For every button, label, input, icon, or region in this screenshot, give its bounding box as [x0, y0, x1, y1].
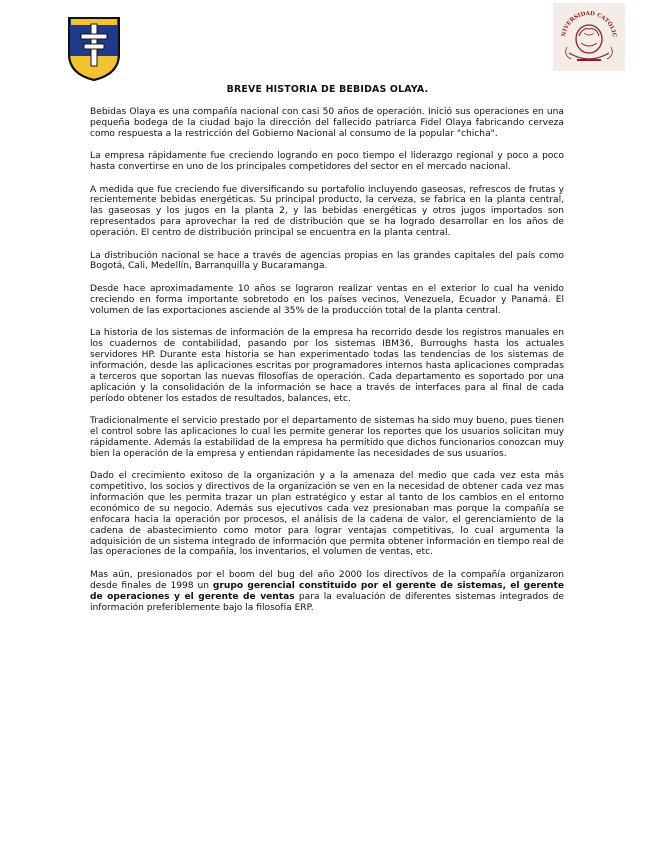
paragraph: La distribución nacional se hace a través de agencias propias en las grandes capitales del país como Bogotá, Cali, Medellín, Barranquilla y Bucaramanga.	[90, 250, 564, 272]
paragraph-text: para la evaluación de diferentes sistemas integrados de información preferiblemente bajo la filosofía ERP.	[90, 591, 564, 613]
paragraph: La historia de los sistemas de información de la empresa ha recorrido desde los registros manuales en los cuadernos de contabilidad, pasando por los sistemas IBM36, Burroughs hasta los actuales servidores HP. Durante esta historia se han experimentado todas las tendencias de los sistemas de información, desde las aplicaciones escritas por programadores internos hasta aplicaciones compradas a terceros que soportan las nuevas filosofías de operación. Cada departamento es soportado por una aplicación y la consolidación de la información se hace a través de interfaces para al final de cada período obtener los estados de resultados, balances, etc.	[90, 328, 564, 404]
paragraph: La empresa rápidamente fue creciendo logrando en poco tiempo el liderazgo regional y poco a poco hasta convertirse en uno de los principales competidores del sector en el mercado nacional.	[90, 151, 564, 173]
seal-text: NIVERSIDAD CATÓLIC	[561, 10, 618, 38]
paragraph-text: Mas aún, presionados por el boom del bug del año 2000 los directivos de la compañía organizaron desde finales de 1998 un	[90, 569, 564, 591]
document-body	[90, 107, 564, 625]
document-title: BREVE HISTORIA DE BEBIDAS OLAYA.	[226, 84, 429, 95]
paragraph-bold-text: grupo gerencial constituido por el gerente de sistemas, el gerente de operaciones y el gerente de ventas	[90, 580, 565, 602]
paragraph: Desde hace aproximadamente 10 años se lograron realizar ventas en el exterior lo cual ha venido creciendo en forma importante sobretodo en los países vecinos, Venezuela, Ecuador y Panamá. El volumen de las exportaciones asciende al 35% de la producción total de la planta central.	[90, 283, 564, 316]
paragraph: Bebidas Olaya es una compañía nacional con casi 50 años de operación. Inició sus operaciones en una pequeña bodega de la ciudad bajo la dirección del fallecido patriarca Fidel Olaya fabricando cerveza como respuesta a la restricción del Gobierno Nacional al consumo de la popular "chicha".	[90, 107, 564, 139]
paragraph: A medida que fue creciendo fue diversificando su portafolio incluyendo gaseosas, refrescos de frutas y recientemente bebidas energéticas. Su principal producto, la cerveza, se fabrica en la planta central, las gaseosas y los jugos en la planta 2, y las bebidas energéticas y otros jugos importados son representados para aprovechar la red de distribución que se ha logrado desarrollar en los años de operación. El centro de distribución principal se encuentra en la planta central.	[90, 184, 564, 239]
paragraph: Dado el crecimiento exitoso de la organización y a la amenaza del medio que cada vez esta más competitivo, los socios y directivos de la organización se ven en la necesidad de obtener cada vez mas información que les permita trazar un plan estratégico y estar al tanto de los cambios en el entorno económico de su negocio. Además sus ejecutivos cada vez presionaban mas porque la compañía se enfocara hacia la operación por procesos, el análisis de la cadena de valor, el gerenciamiento de la cadena de abastecimiento como motor para lograr ventajas competitivas, lo cual argumenta la adquisición de un sistema integrado de información que permita obtener información en tiempo real de las operaciones de la compañía, los inventarios, el volumen de ventas, etc.	[90, 471, 564, 558]
universidad-catolica-seal-icon	[553, 3, 625, 71]
paragraph-last	[90, 570, 564, 614]
paragraph: Tradicionalmente el servicio prestado por el departamento de sistemas ha sido muy bueno, pues tienen el control sobre las aplicaciones lo cual les permite generar los reportes que los usuarios solicitan muy rápidamente. Además la estabilidad de la empresa ha permitido que dichos funcionarios conozcan muy bien la operación de la empresa y entiendan rápidamente las necesidades de sus usuarios.	[90, 415, 564, 459]
cross-shield-logo-icon	[66, 14, 122, 82]
